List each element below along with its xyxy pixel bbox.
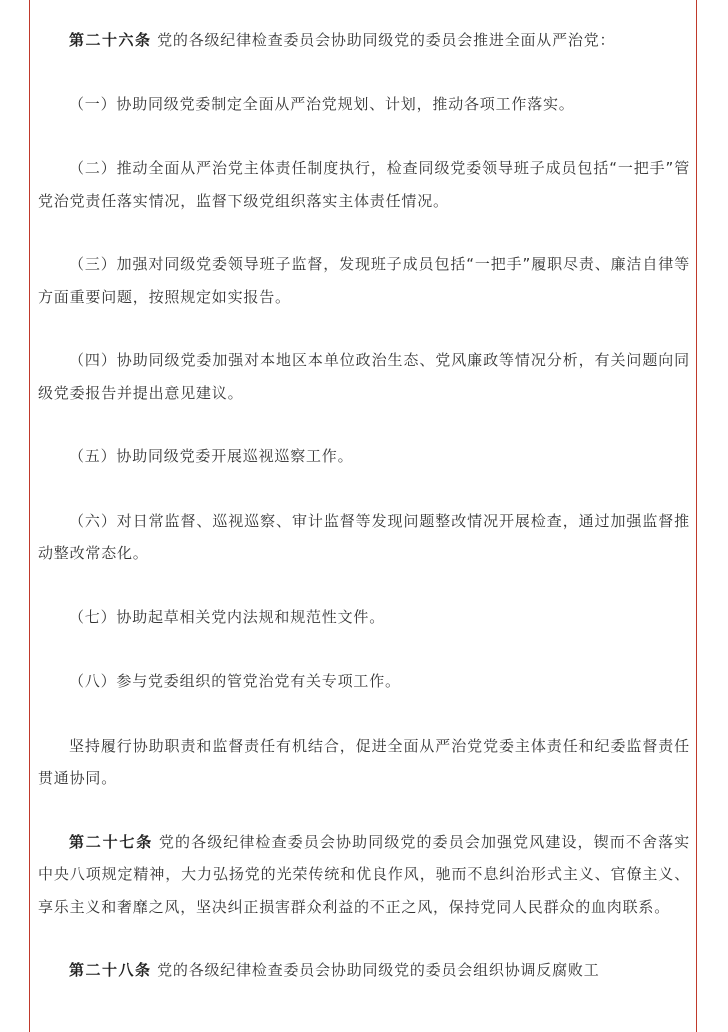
closing-paragraph: 坚持履行协助职责和监督责任有机结合，促进全面从严治党党委主体责任和纪委监督责任贯通协同。 — [38, 736, 690, 787]
article-28-label: 第二十八条 — [69, 961, 152, 979]
article-26-label: 第二十六条 — [69, 31, 152, 49]
article-27 — [38, 826, 690, 924]
item-8: （八）参与党委组织的管党治党有关专项工作。 — [69, 672, 401, 690]
item-4: （四）协助同级党委加强对本地区本单位政治生态、党风廉政等情况分析，有关问题向同级党委报告并提出意见建议。 — [38, 351, 690, 402]
article-27-label: 第二十七条 — [69, 832, 154, 851]
article-28 — [38, 954, 690, 987]
item-2: （二）推动全面从严治党主体责任制度执行，检查同级党委领导班子成员包括“一把手”管党治党责任落实情况，监督下级党组织落实主体责任情况。 — [38, 159, 690, 210]
item-5: （五）协助同级党委开展巡视巡察工作。 — [69, 447, 354, 465]
document-body — [38, 24, 690, 1018]
article-26 — [38, 24, 690, 57]
article-26-text: 党的各级纪律检查委员会协助同级党的委员会推进全面从严治党： — [157, 31, 616, 49]
article-28-text: 党的各级纪律检查委员会协助同级党的委员会组织协调反腐败工 — [157, 961, 600, 979]
item-1: （一）协助同级党委制定全面从严治党规划、计划，推动各项工作落实。 — [69, 94, 575, 113]
item-6: （六）对日常监督、巡视巡察、审计监督等发现问题整改情况开展检查，通过加强监督推动整改常态化。 — [38, 511, 690, 562]
item-3: （三）加强对同级党委领导班子监督，发现班子成员包括“一把手”履职尽责、廉洁自律等方面重要问题，按照规定如实报告。 — [38, 255, 690, 306]
article-27-text: 党的各级纪律检查委员会协助同级党的委员会加强党风建设，锲而不舍落实中央八项规定精神，大力弘扬党的光荣传统和优良作风，驰而不息纠治形式主义、官僚主义、享乐主义和奢靡之风，坚决纠正损害群众利益的不正之风，保持党同人民群众的血肉联系。 — [38, 832, 690, 916]
item-7: （七）协助起草相关党内法规和规范性文件。 — [69, 607, 386, 626]
